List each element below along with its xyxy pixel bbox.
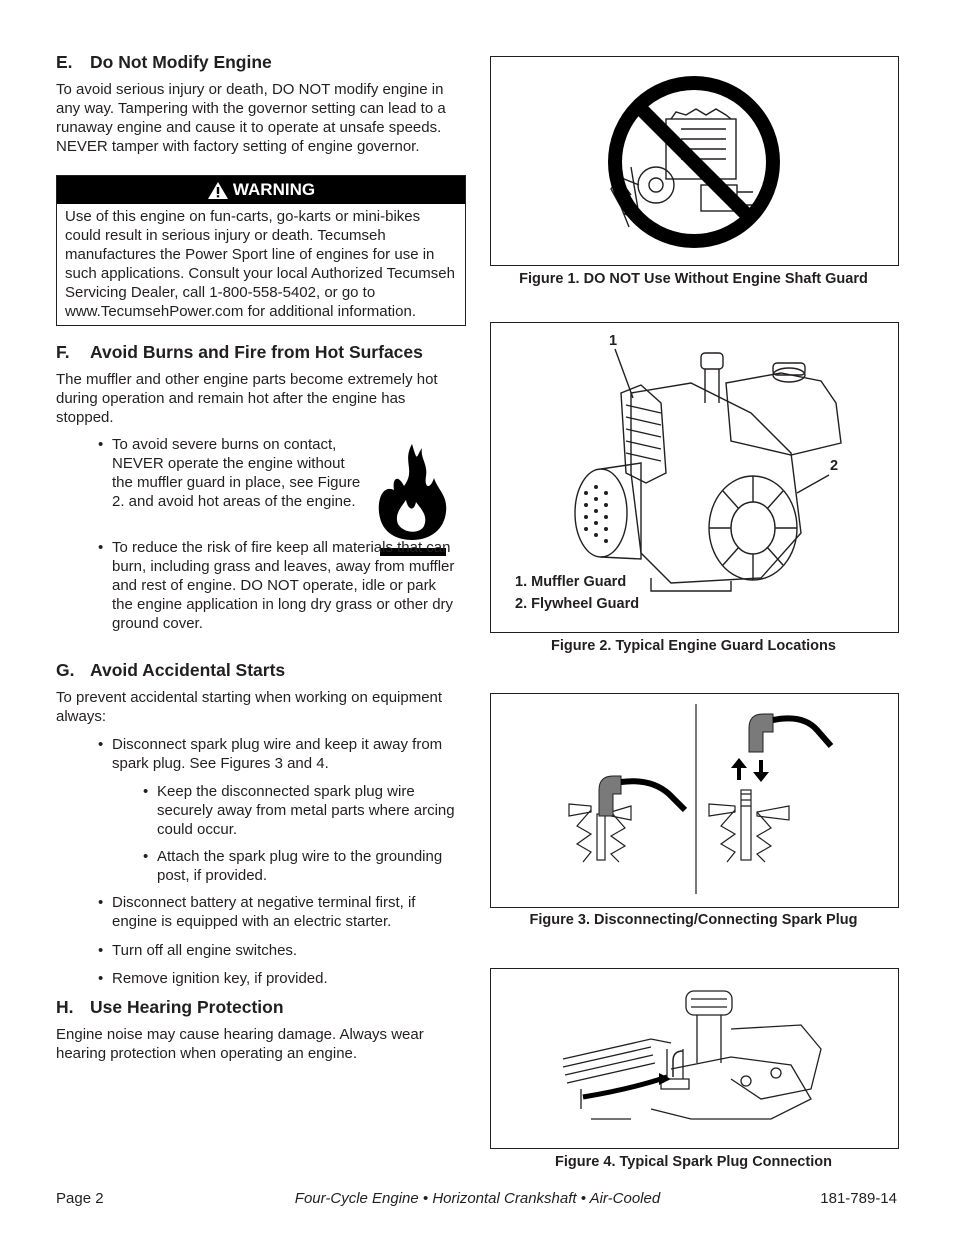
list-item: • To avoid severe burns on contact, NEVER operate the engine without the muffler guard in place, see Figure 2. and avoid hot areas of the engine.: [98, 436, 361, 510]
section-title: Do Not Modify Engine: [90, 52, 272, 72]
section-f-body: The muffler and other engine parts become extremely hot during operation and remain hot after the engine has stopped.: [56, 371, 438, 426]
warning-body: Use of this engine on fun-carts, go-karts or mini-bikes could result in serious injury or death. Tecumseh manufactures the Power Sport line of engines for use in such applications. Consult your local Authorized Tecumseh Servicing Dealer, call 1-800-558-5402, or go to www.TecumsehPower.com for additional information.: [65, 208, 455, 320]
figure-4-box: [490, 968, 899, 1149]
section-title: Use Hearing Protection: [90, 997, 284, 1017]
page-number: Page 2: [56, 1190, 104, 1207]
figure-3-box: [490, 693, 899, 908]
section-f-heading: [56, 342, 423, 363]
bullet-text: Turn off all engine switches.: [112, 942, 298, 959]
section-g-heading: [56, 660, 285, 681]
section-h-body: Engine noise may cause hearing damage. Always wear hearing protection when operating an engine.: [56, 1026, 424, 1062]
list-item: • Disconnect spark plug wire and keep it away from spark plug. See Figures 3 and 4.: [98, 736, 443, 772]
section-h-heading: [56, 997, 284, 1018]
figure-4-caption: Figure 4. Typical Spark Plug Connection: [555, 1154, 832, 1170]
section-letter: H.: [56, 997, 74, 1017]
bullet-text: Disconnect spark plug wire and keep it away from spark plug. See Figures 3 and 4.: [112, 736, 443, 772]
section-e-heading: [56, 52, 272, 73]
warning-label: WARNING: [232, 180, 316, 199]
list-item: • Keep the disconnected spark plug wire securely away from metal parts where arcing could occur.: [143, 783, 455, 838]
document-code: 181-789-14: [820, 1190, 897, 1207]
list-item: • Attach the spark plug wire to the grounding post, if provided.: [143, 848, 443, 884]
section-e-body: To avoid serious injury or death, DO NOT modify engine in any way. Tampering with the governor setting can lead to a runaway engine and cause it to operate at unsafe speeds. NEVER tamper with factory setting of engine governor.: [56, 81, 446, 155]
figure-3-illustration: [491, 694, 898, 907]
footer-title: Four-Cycle Engine • Horizontal Crankshaft • Air-Cooled: [294, 1190, 661, 1207]
figure-3-caption: Figure 3. Disconnecting/Connecting Spark Plug: [529, 912, 858, 928]
bullet-text: To avoid severe burns on contact, NEVER operate the engine without the muffler guard in place, see Figure 2. and avoid hot areas of the engine.: [112, 436, 361, 510]
list-item: • Disconnect battery at negative terminal first, if engine is equipped with an electric starter.: [98, 894, 416, 930]
list-item: • Remove ignition key, if provided.: [98, 970, 328, 987]
bullet-text: Disconnect battery at negative terminal first, if engine is equipped with an electric starter.: [112, 894, 416, 930]
figure-2-caption: Figure 2. Typical Engine Guard Locations: [551, 638, 836, 654]
bullet-text: To reduce the risk of fire keep all materials that can burn, including grass and leaves, away from muffler and rest of engine. DO NOT operate, idle or park the engine application in long dry grass or other dry ground cover.: [112, 539, 455, 632]
section-title: Avoid Accidental Starts: [90, 660, 286, 680]
section-letter: G.: [56, 660, 75, 680]
figure-1-box: [490, 56, 899, 266]
warning-header: [57, 176, 465, 204]
callout-2: 2: [830, 458, 839, 474]
figure-1-caption: Figure 1. DO NOT Use Without Engine Shaft Guard: [519, 271, 868, 287]
legend-item: 2. Flywheel Guard: [515, 596, 640, 612]
bullet-text: Attach the spark plug wire to the grounding post, if provided.: [157, 848, 443, 884]
figure-1-illustration: [491, 57, 898, 265]
warning-box: [56, 175, 466, 326]
list-item: • Turn off all engine switches.: [98, 942, 298, 959]
legend-item: 1. Muffler Guard: [515, 574, 627, 590]
bullet-text: Keep the disconnected spark plug wire securely away from metal parts where arcing could occur.: [157, 783, 455, 838]
callout-1: 1: [609, 333, 618, 349]
bullet-text: Remove ignition key, if provided.: [112, 970, 328, 987]
section-title: Avoid Burns and Fire from Hot Surfaces: [90, 342, 423, 362]
section-g-body: To prevent accidental starting when working on equipment always:: [56, 689, 443, 725]
warning-triangle-icon: [207, 181, 229, 200]
section-letter: E.: [56, 52, 73, 72]
figure-4-illustration: [491, 969, 898, 1148]
list-item: • To reduce the risk of fire keep all materials that can burn, including grass and leaves, away from muffler and rest of engine. DO NOT operate, idle or park the engine application in long dry grass or other dry ground cover.: [98, 539, 455, 632]
section-letter: F.: [56, 342, 70, 362]
